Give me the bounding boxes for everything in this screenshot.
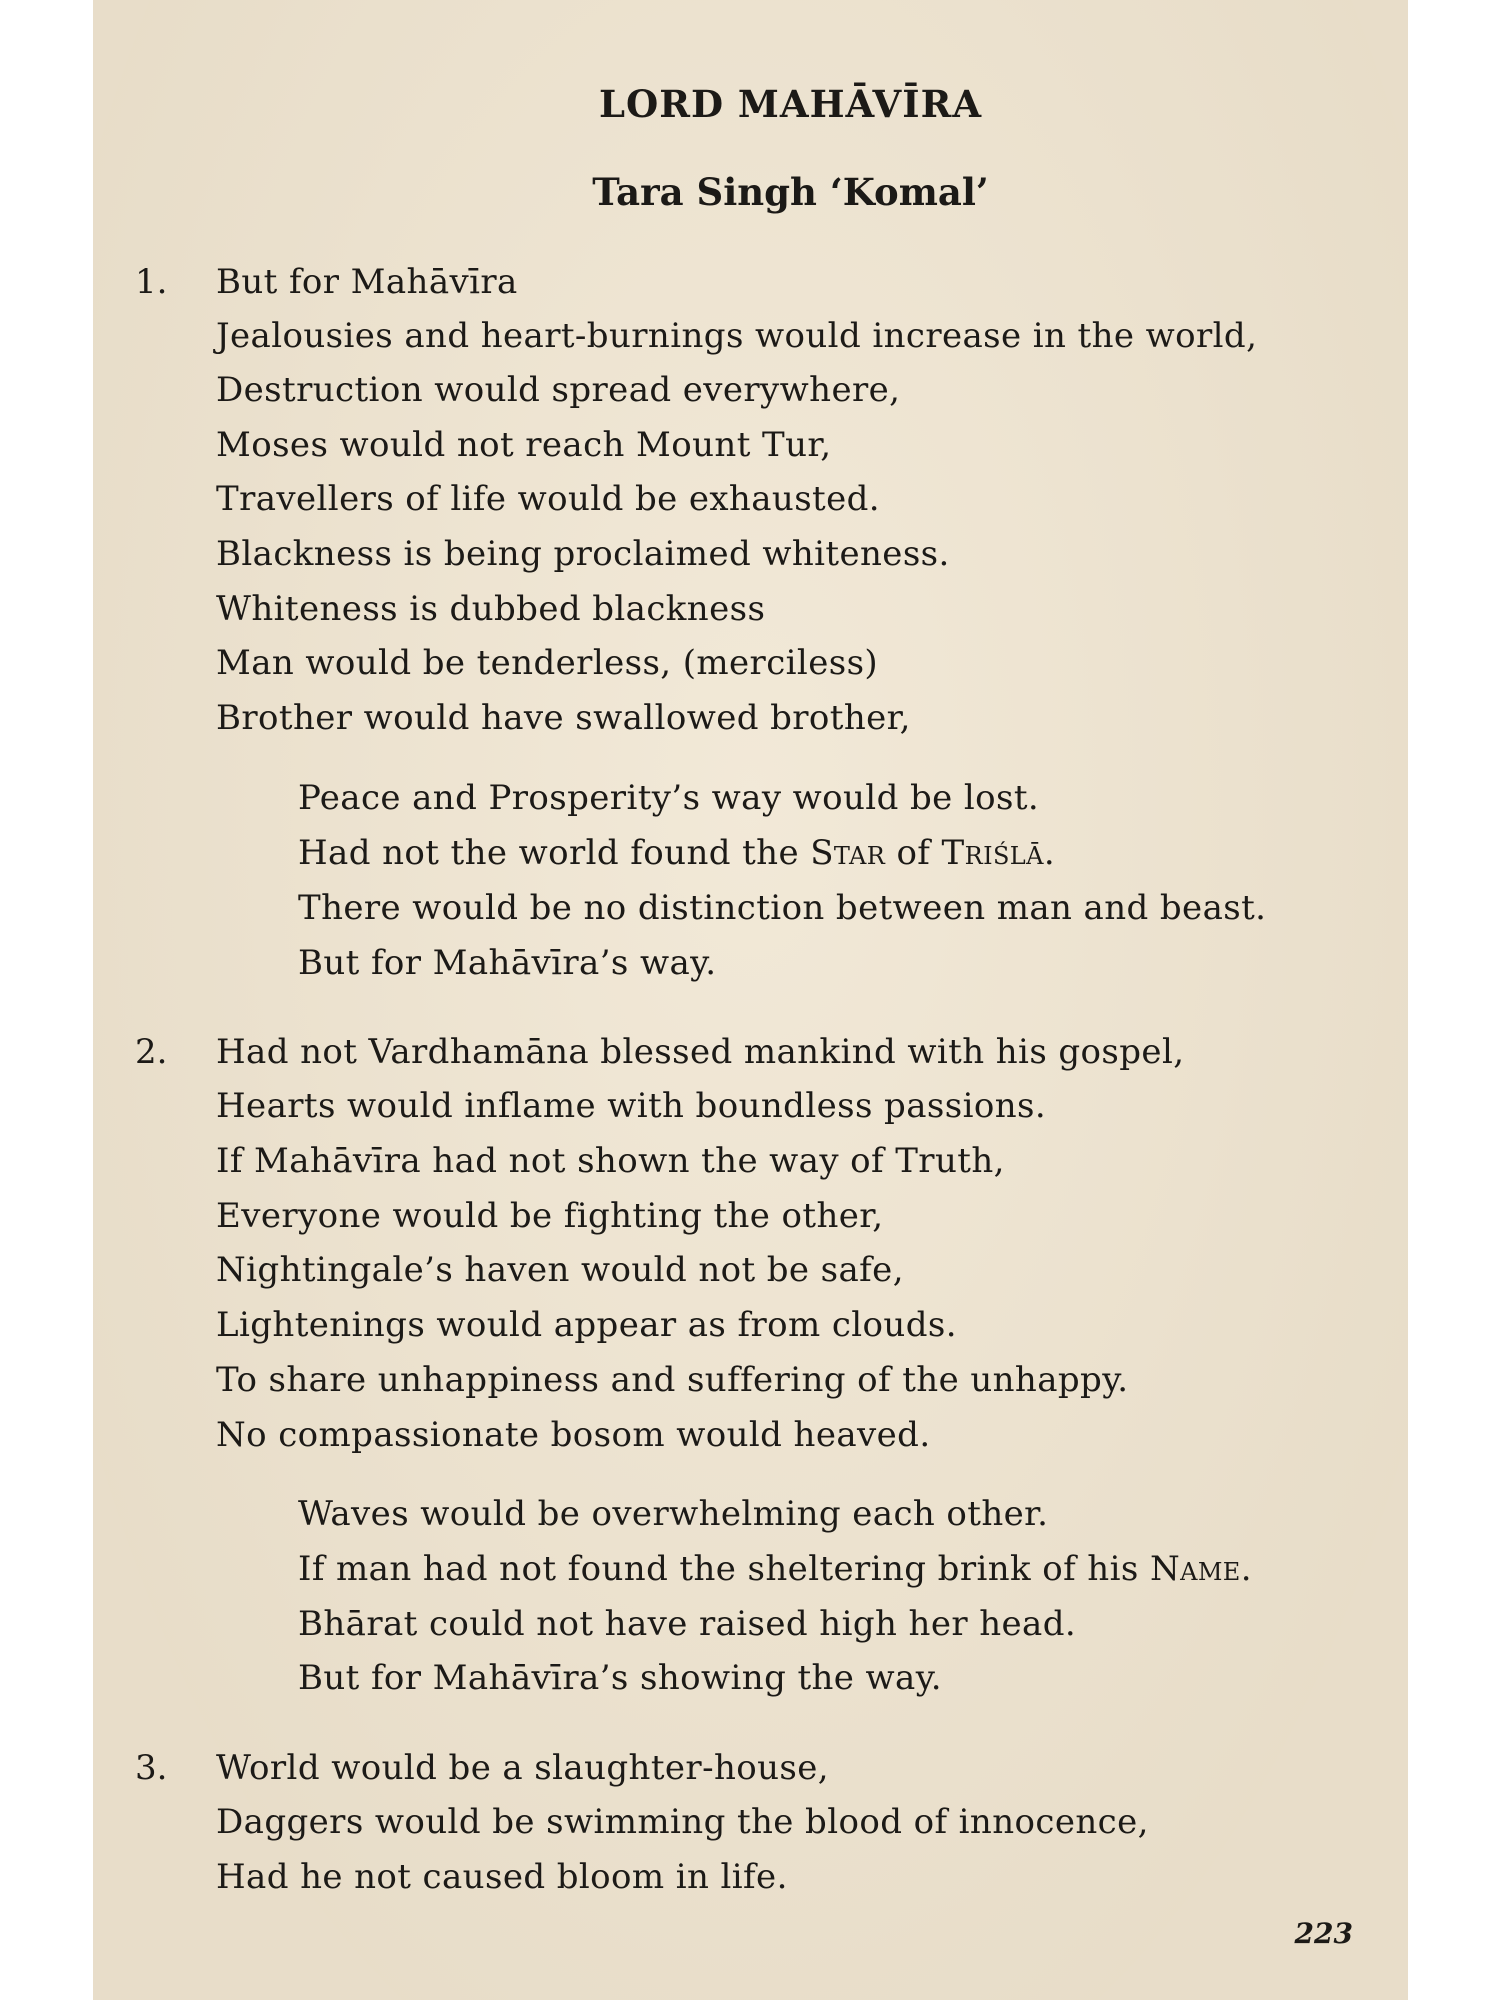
- verse-line: Whiteness is dubbed blackness: [216, 589, 766, 629]
- verse-line: Had he not caused bloom in life.: [216, 1857, 788, 1897]
- verse-line: Man would be tenderless, (merciless): [216, 643, 879, 683]
- refrain-line: But for Mahāvīra’s showing the way.: [298, 1658, 943, 1698]
- verse-line: Travellers of life would be exhausted.: [216, 479, 881, 519]
- verse-line: Brother would have swallowed brother,: [216, 698, 911, 738]
- verse-line: Jealousies and heart-burnings would increase in the world,: [216, 316, 1258, 356]
- refrain-line: Bhārat could not have raised high her head.: [298, 1604, 1077, 1644]
- of-text: of: [896, 833, 931, 873]
- verse-line: No compassionate bosom would heaved.: [216, 1415, 931, 1455]
- star-smallcaps: Star: [810, 833, 886, 873]
- verse-line: Nightingale’s haven would not be safe,: [216, 1250, 904, 1290]
- verse-line: Lightenings would appear as from clouds.: [216, 1305, 957, 1345]
- refrain-line: [298, 833, 1055, 873]
- refrain-text: Had not the world found the: [298, 833, 799, 873]
- name-smallcaps: Name: [1149, 1549, 1241, 1589]
- verse-line: Daggers would be swimming the blood of innocence,: [216, 1802, 1149, 1842]
- verse-line: Blackness is being proclaimed whiteness.: [216, 534, 950, 574]
- verse-line: World would be a slaughter-house,: [216, 1748, 830, 1788]
- verse-line: To share unhappiness and suffering of the unhappy.: [216, 1360, 1129, 1400]
- page-number: 223: [1294, 1917, 1353, 1950]
- verse-line: If Mahāvīra had not shown the way of Truth,: [216, 1141, 1005, 1181]
- refrain-line: But for Mahāvīra’s way.: [298, 943, 717, 983]
- refrain-line: Waves would be overwhelming each other.: [298, 1494, 1049, 1534]
- trisla-smallcaps: Triślā: [941, 833, 1044, 873]
- refrain-line: [298, 1549, 1252, 1589]
- verse-line: Destruction would spread everywhere,: [216, 370, 901, 410]
- verse-line: Hearts would inflame with boundless passions.: [216, 1086, 1047, 1126]
- verse-line: But for Mahāvīra: [216, 262, 518, 302]
- poem-author: Tara Singh ‘Komal’: [592, 170, 989, 214]
- verse-line: Everyone would be fighting the other,: [216, 1196, 884, 1236]
- period: .: [1240, 1549, 1252, 1589]
- refrain-line: There would be no distinction between man and beast.: [298, 888, 1267, 928]
- verse-line: Had not Vardhamāna blessed mankind with his gospel,: [216, 1032, 1185, 1072]
- period: .: [1043, 833, 1056, 873]
- refrain-line: Peace and Prosperity’s way would be lost.: [298, 778, 1040, 818]
- book-page: [93, 0, 1408, 2000]
- verse-number: 1.: [135, 262, 168, 302]
- verse-number: 3.: [135, 1748, 168, 1788]
- refrain-text: If man had not found the sheltering brink of his: [298, 1549, 1139, 1589]
- verse-number: 2.: [135, 1032, 168, 1072]
- verse-line: Moses would not reach Mount Tur,: [216, 425, 832, 465]
- poem-title: LORD MAHĀVĪRA: [598, 82, 983, 126]
